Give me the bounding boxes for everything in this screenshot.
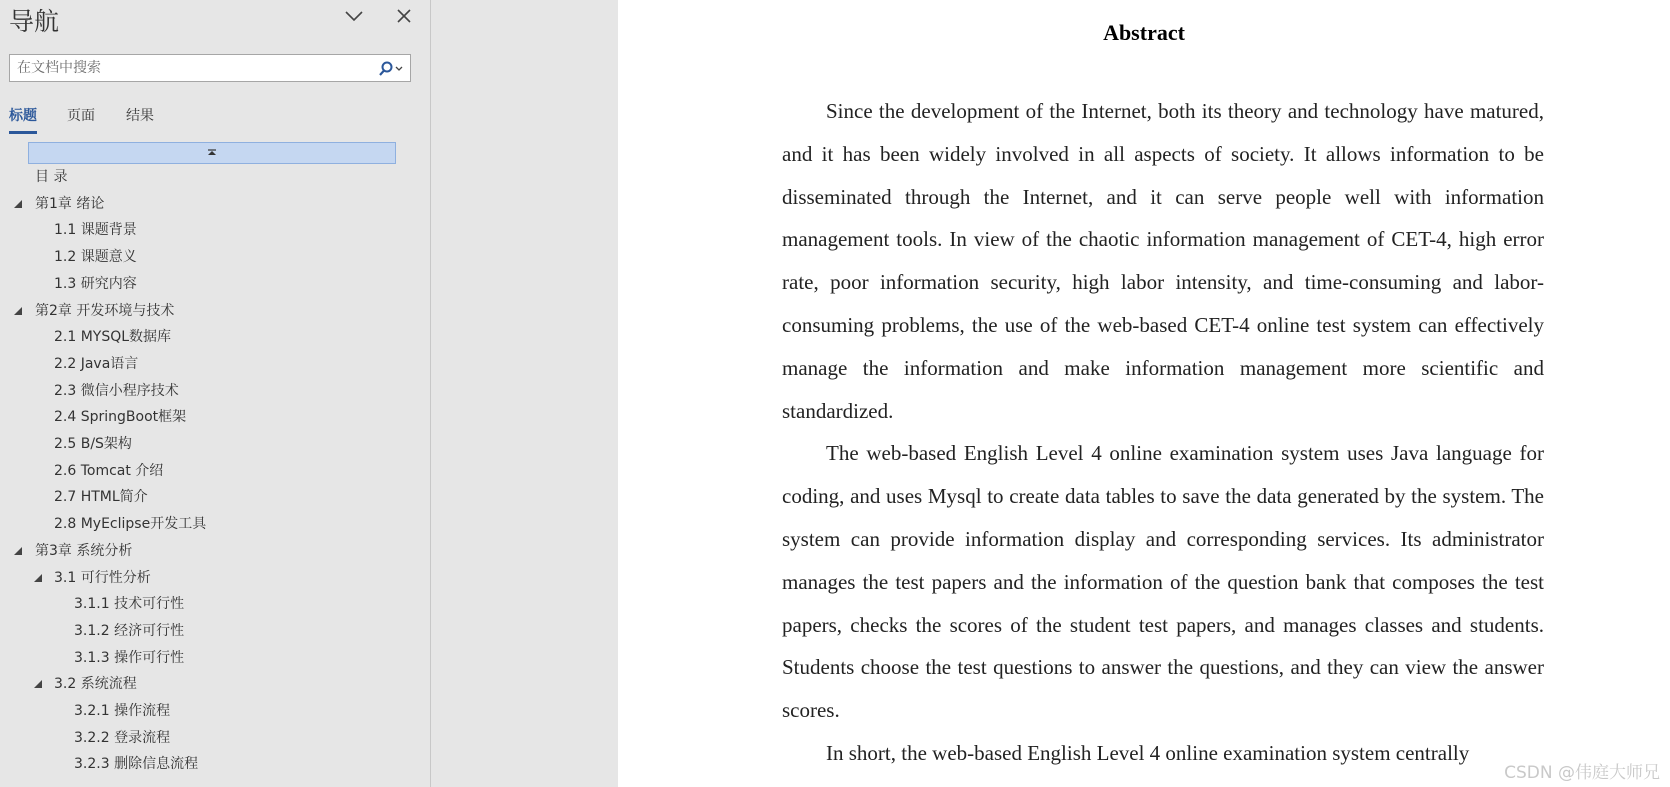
nav-tree-item[interactable] <box>0 620 431 647</box>
nav-tree-item-label: 3.2.3 删除信息流程 <box>74 756 199 773</box>
paragraph: In short, the web-based English Level 4 online examination system centrally <box>826 740 1470 765</box>
nav-tree-item-label: 3.1.3 操作可行性 <box>74 649 185 666</box>
nav-tree-item[interactable] <box>0 567 431 594</box>
nav-tree-item[interactable] <box>0 300 431 327</box>
nav-tree-item-label: 3.2.1 操作流程 <box>74 703 171 719</box>
nav-tree-item[interactable] <box>0 460 431 487</box>
nav-tree-item[interactable] <box>0 753 431 780</box>
paragraph: The web-based English Level 4 online examination system uses Java language for coding, and uses Mysql to create data tables to save the data generated by the system. The system can provide information display and corresponding services. Its administrator manages the test papers and the information of the question bank that composes the test papers, checks the scores of the student test papers, and manages classes and students. Students choose the test questions to answer the questions, and they can view the answer scores. <box>782 441 1544 723</box>
nav-tree-item[interactable] <box>0 593 431 620</box>
nav-tree-item[interactable] <box>0 727 431 754</box>
search-icon <box>380 63 392 76</box>
nav-tree-item[interactable] <box>0 193 431 220</box>
nav-tree-item[interactable] <box>0 273 431 300</box>
nav-tree-item-label: 2.6 Tomcat 介绍 <box>54 462 164 479</box>
search-button[interactable] <box>377 59 407 79</box>
heading-tree <box>0 166 431 787</box>
chevron-down-icon[interactable] <box>342 4 366 28</box>
nav-tree-item-label: 2.2 Java语言 <box>54 355 139 372</box>
nav-tree-item[interactable] <box>0 326 431 353</box>
nav-tree-item-label: 1.3 研究内容 <box>54 275 137 292</box>
nav-tree-item[interactable] <box>0 540 431 567</box>
document-body <box>782 90 1544 775</box>
nav-tree-item-label: 第2章 开发环境与技术 <box>35 302 175 319</box>
nav-tree-item[interactable] <box>0 219 431 246</box>
nav-tree-item[interactable] <box>0 380 431 407</box>
nav-tree-item[interactable] <box>0 353 431 380</box>
nav-tree-item-label: 2.4 SpringBoot框架 <box>54 409 187 426</box>
workspace-gap <box>431 0 618 787</box>
nav-tree-item-label: 2.1 MYSQL数据库 <box>54 329 172 346</box>
nav-tree-item[interactable] <box>0 406 431 433</box>
nav-tree-item-label: 3.2 系统流程 <box>54 676 137 693</box>
tab-results[interactable]: 结果 <box>126 108 154 124</box>
tab-pages[interactable]: 页面 <box>67 108 95 124</box>
document-page <box>618 0 1670 787</box>
expand-caret-icon[interactable] <box>13 199 23 209</box>
nav-tree-item-label: 3.1.1 技术可行性 <box>74 596 185 613</box>
expand-caret-icon[interactable] <box>33 573 43 583</box>
nav-tree-item-label: 1.2 课题意义 <box>54 249 137 266</box>
navigation-pane <box>0 0 431 787</box>
scroll-up-icon <box>208 150 216 155</box>
nav-tree-item-label: 2.5 B/S架构 <box>54 436 132 452</box>
nav-tree-item-label: 2.7 HTML简介 <box>54 489 148 506</box>
search-box <box>9 54 411 82</box>
expand-caret-icon[interactable] <box>33 679 43 689</box>
nav-tree-item[interactable] <box>0 166 431 193</box>
close-icon[interactable] <box>392 4 416 28</box>
nav-tree-item[interactable] <box>0 700 431 727</box>
watermark: CSDN @伟庭大师兄 <box>1504 763 1660 783</box>
nav-tree-item-label: 3.1 可行性分析 <box>54 569 151 586</box>
tab-headings[interactable]: 标题 <box>9 105 37 134</box>
nav-tree-item[interactable] <box>0 647 431 674</box>
expand-caret-icon[interactable] <box>13 306 23 316</box>
nav-title: 导航 <box>9 7 60 36</box>
nav-tree-item-label: 第3章 系统分析 <box>35 542 133 559</box>
nav-tree-item[interactable] <box>0 246 431 273</box>
document-heading: Abstract <box>1103 20 1185 45</box>
nav-tree-item-label: 3.1.2 经济可行性 <box>74 622 185 639</box>
nav-tree-item[interactable] <box>0 486 431 513</box>
nav-tree-item[interactable] <box>0 433 431 460</box>
scroll-to-top-button[interactable] <box>28 142 396 164</box>
expand-caret-icon[interactable] <box>13 546 23 556</box>
nav-tree-item-label: 目 录 <box>35 169 68 185</box>
nav-tree-item-label: 1.1 课题背景 <box>54 222 137 239</box>
chevron-down-icon <box>396 67 402 70</box>
nav-tree-item-label: 3.2.2 登录流程 <box>74 729 171 746</box>
paragraph: Since the development of the Internet, both its theory and technology have matured, and it has been widely involved in all aspects of society. It allows information to be disseminated through the Internet, and it can serve people well with information management tools. In view of the chaotic information management of CET-4, high error rate, poor information security, high labor intensity, and time-consuming and labor-consuming problems, the use of the web-based CET-4 online test system can effectively manage the information and make information management more scientific and standardized. <box>782 99 1544 423</box>
nav-tree-item-label: 第1章 绪论 <box>35 195 105 212</box>
search-input[interactable] <box>10 55 384 81</box>
nav-tree-item[interactable] <box>0 513 431 540</box>
nav-tree-item[interactable] <box>0 673 431 700</box>
nav-tree-item-label: 2.3 微信小程序技术 <box>54 382 179 399</box>
nav-tree-item-label: 2.8 MyEclipse开发工具 <box>54 516 207 533</box>
